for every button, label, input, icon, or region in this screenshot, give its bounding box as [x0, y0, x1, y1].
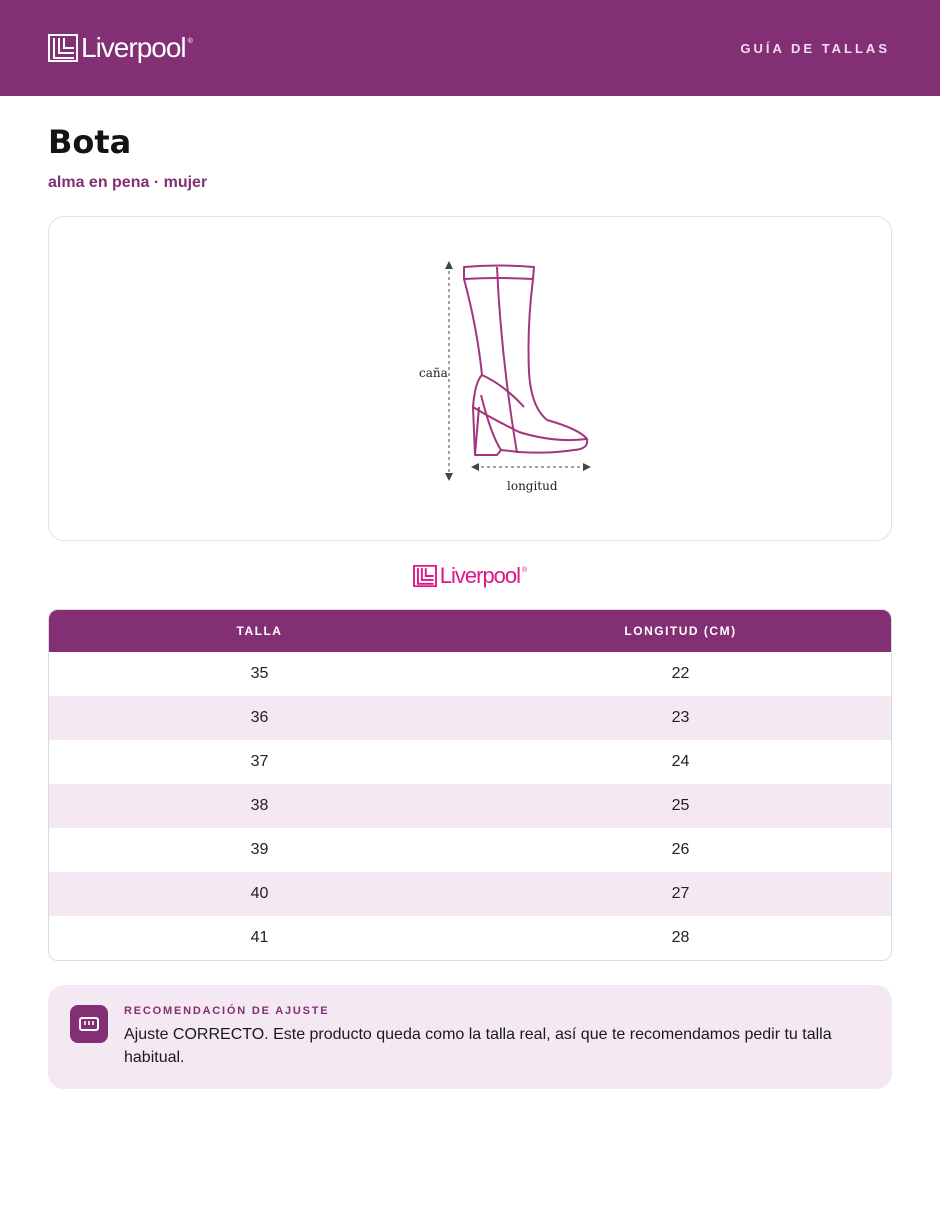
brand-logo-text: Liverpool	[439, 563, 521, 588]
table-row	[49, 916, 891, 960]
column-header-length: LONGITUD (CM)	[624, 624, 737, 638]
size-cell: 35	[250, 665, 269, 682]
table-row	[49, 740, 891, 784]
length-cell: 23	[671, 709, 690, 726]
length-cell: 24	[671, 753, 690, 770]
liverpool-logo[interactable]	[48, 32, 193, 64]
product-subtitle: alma en pena · mujer	[48, 174, 208, 191]
length-cell: 27	[671, 885, 690, 902]
brand-logo	[48, 563, 892, 589]
size-cell: 39	[250, 841, 269, 858]
fit-label: RECOMENDACIÓN DE AJUSTE	[124, 1005, 330, 1017]
length-cell: 26	[671, 841, 690, 858]
size-cell: 36	[250, 709, 269, 726]
header	[0, 0, 940, 96]
page-title: Bota	[48, 123, 132, 161]
size-cell: 37	[250, 753, 269, 770]
liverpool-logo-icon	[48, 34, 78, 62]
table-row	[49, 872, 891, 916]
size-cell: 38	[250, 797, 269, 814]
size-cell: 40	[250, 885, 269, 902]
liverpool-logo-icon-pink	[413, 565, 437, 587]
table-row	[49, 784, 891, 828]
length-label: longitud	[507, 479, 558, 493]
registered-mark: ®	[522, 567, 528, 574]
table-row	[49, 696, 891, 740]
length-cell: 25	[671, 797, 690, 814]
boot-diagram-card	[48, 216, 892, 541]
table-row	[49, 652, 891, 696]
length-cell: 28	[671, 929, 690, 946]
ruler-icon	[70, 1005, 108, 1043]
registered-mark: ®	[187, 38, 193, 45]
size-table	[48, 609, 892, 961]
shaft-label: caña	[419, 366, 448, 380]
fit-recommendation-card	[48, 985, 892, 1089]
table-header	[49, 610, 891, 652]
fit-text: Ajuste CORRECTO. Este producto queda como la talla real, así que te recomendamos pedir tu talla habitual.	[124, 1026, 832, 1066]
length-cell: 22	[671, 665, 690, 682]
table-row	[49, 828, 891, 872]
liverpool-logo-text: Liverpool	[81, 32, 186, 63]
table-body	[49, 652, 891, 960]
size-cell: 41	[250, 929, 269, 946]
boot-measurement-diagram	[369, 257, 609, 497]
fit-content	[124, 1003, 868, 1071]
size-guide-title: GUÍA DE TALLAS	[740, 40, 890, 56]
column-header-size: TALLA	[236, 624, 283, 638]
